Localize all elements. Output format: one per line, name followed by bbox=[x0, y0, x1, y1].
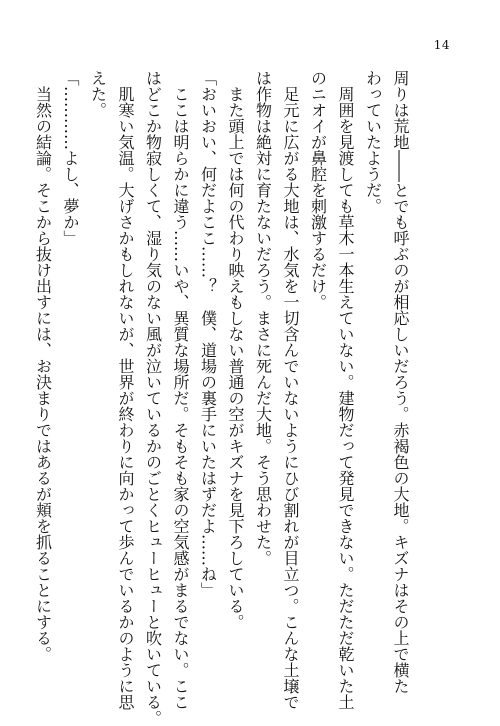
text-line: わっていたようだ。 bbox=[363, 70, 383, 214]
text-line: はどこか物寂しくて、湿り気のない風が泣いているかのごとくヒューヒューと吹いている。 bbox=[143, 70, 163, 726]
text-line: のニオイが鼻腔を刺激するだけ。 bbox=[308, 70, 328, 310]
text-line: 当然の結論。そこから抜け出すには、お決まりではあるが頬を抓ることにする。 bbox=[33, 70, 53, 662]
text-line: 足元に広がる大地は、水気を一切含んでいないようにひび割れが目立つ。こんな土壌で bbox=[281, 70, 300, 710]
text-line: また頭上では何の代わり映えもしない普通の空がキズナを見下ろしている。 bbox=[226, 70, 245, 630]
page-number: 14 bbox=[433, 38, 450, 52]
text-line: 「おいおい、何だよここ……？ 僕、道場の裏手にいたはずだよ……ね」 bbox=[198, 70, 218, 598]
text-line: 周囲を見渡しても草木一本生えていない。建物だって発見できない。ただただ乾いた土 bbox=[336, 70, 355, 710]
text-line: 肌寒い気温。大げさかもしれないが、世界が終わりに向かって歩んでいるかのように思 bbox=[116, 70, 135, 710]
text-line: ここは明らかに違う……いや、異質な場所だ。そもそも家の空気感がまるでない。ここ bbox=[171, 70, 190, 710]
vertical-text-block bbox=[29, 70, 414, 726]
text-line: 周りは荒地――とでも呼ぶのが相応しいだろう。赤褐色の大地。キズナはその上で横た bbox=[391, 70, 410, 694]
text-line: えた。 bbox=[88, 70, 108, 118]
text-line: は作物は絶対に育たないだろう。まさに死んだ大地。そう思わせた。 bbox=[253, 70, 273, 566]
text-line: 「…………よし、夢か」 bbox=[61, 70, 80, 246]
